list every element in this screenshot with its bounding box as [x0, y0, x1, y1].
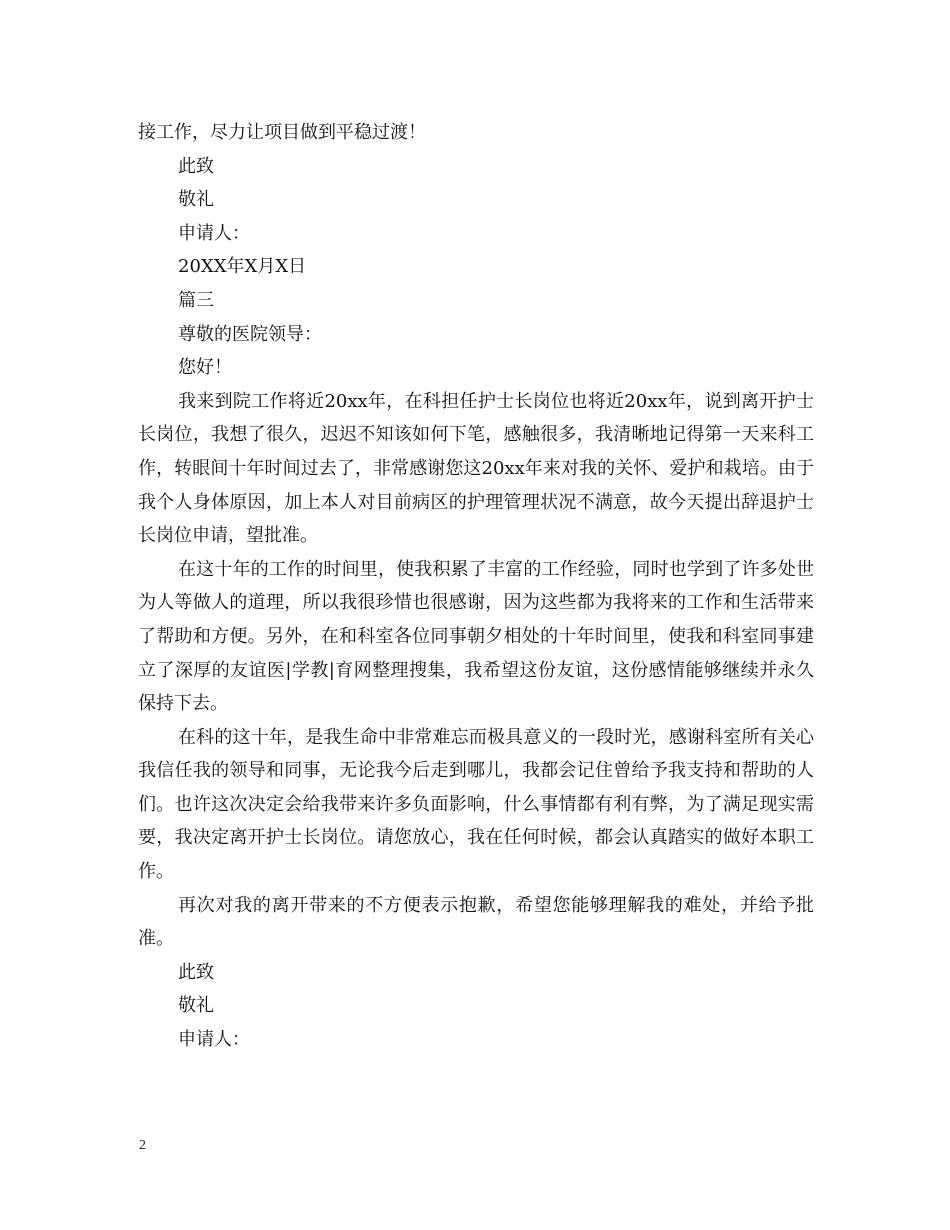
- applicant-label: 申请人：: [178, 1029, 250, 1051]
- section-title: 篇三: [178, 289, 214, 311]
- continuation-line: 接工作，尽力让项目做到平稳过渡！: [138, 122, 426, 143]
- body-paragraph: 我来到院工作将近20xx年，在科担任护士长岗位也将近20xx年，说到离开护士长岗位，我想了很久，迟迟不知该如何下笔，感触很多，我清晰地记得第一天来科工作，转眼间十年时间过去了，非常感谢您这20xx年来对我的关怀、爱护和栽培。由于我个人身体原因，加上本人对目前病区的护理管理状况不满意，故今天提出辞退护士长岗位申请，望批准。: [138, 390, 814, 547]
- closing-jingli: 敬礼: [178, 189, 214, 211]
- closing-jingli: 敬礼: [178, 995, 214, 1017]
- body-paragraph: 再次对我的离开带来的不方便表示抱歉，希望您能够理解我的难处，并给予批准。: [138, 894, 814, 950]
- date-line: 20XX年X月X日: [178, 256, 307, 278]
- closing-cizhi: 此致: [178, 155, 214, 177]
- greeting: 您好！: [178, 357, 232, 379]
- salutation: 尊敬的医院领导：: [178, 323, 322, 345]
- closing-cizhi: 此致: [178, 961, 214, 983]
- body-paragraph: 在科的这十年，是我生命中非常难忘而极具意义的一段时光，感谢科室所有关心我信任我的领导和同事，无论我今后走到哪儿，我都会记住曾给予我支持和帮助的人们。也许这次决定会给我带来许多负面影响，什么事情都有利有弊，为了满足现实需要，我决定离开护士长岗位。请您放心，我在任何时候，都会认真踏实的做好本职工作。: [138, 726, 814, 883]
- body-paragraph: 在这十年的工作的时间里，使我积累了丰富的工作经验，同时也学到了许多处世为人等做人的道理，所以我很珍惜也很感谢，因为这些都为我将来的工作和生活带来了帮助和方便。另外，在和科室各位同事朝夕相处的十年时间里，使我和科室同事建立了深厚的友谊医|学教|育网整理搜集，我希望这份友谊，这份感情能够继续并永久保持下去。: [138, 558, 814, 715]
- document-body: [138, 116, 814, 1057]
- page-number: 2: [139, 1138, 146, 1153]
- applicant-label: 申请人：: [178, 222, 250, 244]
